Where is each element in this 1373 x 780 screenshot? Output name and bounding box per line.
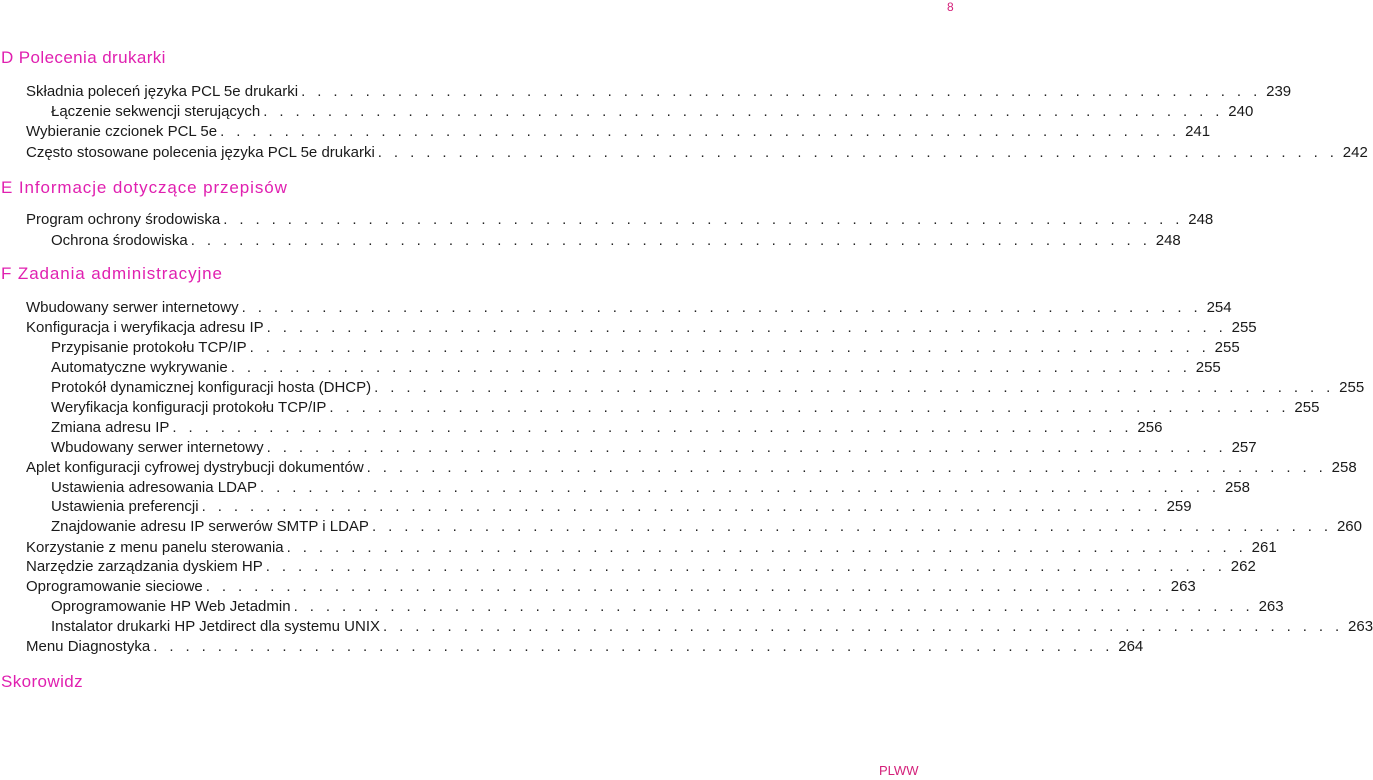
toc-dot-leader: . . . . . . . . . . . . . . . . . . . . . . . . . . . . . . . . . . . . . . . . . . . . . . . . . . . . . . . . . . . . (241, 299, 1202, 316)
toc-entry[interactable] (26, 210, 1214, 230)
toc-page-number: 240 (1228, 103, 1254, 120)
toc-dot-leader: . . . . . . . . . . . . . . . . . . . . . . . . . . . . . . . . . . . . . . . . . . . . . . . . . . . . . . . . . . . . (263, 103, 1224, 120)
page-number: 8 (947, 0, 954, 14)
toc-entry[interactable] (26, 143, 1368, 163)
toc-entry[interactable] (51, 478, 1250, 498)
toc-page-number: 260 (1336, 518, 1362, 535)
toc-entry-title: Narzędzie zarządzania dyskiem HP (26, 558, 263, 575)
toc-entry[interactable] (51, 398, 1320, 418)
toc-dot-leader: . . . . . . . . . . . . . . . . . . . . . . . . . . . . . . . . . . . . . . . . . . . . . . . . . . . . . . . . . . . . (366, 459, 1327, 476)
toc-entry-title: Ustawienia adresowania LDAP (51, 479, 257, 496)
toc-page-number: 254 (1206, 299, 1232, 316)
toc-entry-title: Oprogramowanie HP Web Jetadmin (51, 598, 291, 615)
toc-page-number: 242 (1342, 144, 1368, 161)
toc-dot-leader: . . . . . . . . . . . . . . . . . . . . . . . . . . . . . . . . . . . . . . . . . . . . . . . . . . . . . . . . . . . . (205, 578, 1166, 595)
toc-page-number: 258 (1224, 479, 1250, 496)
toc-page-number: 255 (1195, 359, 1221, 376)
toc-entry-title: Wbudowany serwer internetowy (26, 299, 239, 316)
toc-entry[interactable] (26, 538, 1277, 558)
toc-entry[interactable] (51, 358, 1221, 378)
toc-entry[interactable] (26, 318, 1257, 338)
toc-dot-leader: . . . . . . . . . . . . . . . . . . . . . . . . . . . . . . . . . . . . . . . . . . . . . . . . . . . . . . . . . . . . (383, 618, 1344, 635)
toc-entry-title: Instalator drukarki HP Jetdirect dla systemu UNIX (51, 618, 381, 635)
toc-dot-leader: . . . . . . . . . . . . . . . . . . . . . . . . . . . . . . . . . . . . . . . . . . . . . . . . . . . . . . . . . . . . (265, 558, 1226, 575)
toc-entry-title: Oprogramowanie sieciowe (26, 578, 203, 595)
toc-page-number: 259 (1166, 498, 1192, 515)
footer-label: PLWW (879, 763, 919, 778)
toc-entry-title: Często stosowane polecenia języka PCL 5e drukarki (26, 144, 375, 161)
toc-dot-leader: . . . . . . . . . . . . . . . . . . . . . . . . . . . . . . . . . . . . . . . . . . . . . . . . . . . . . . . . . . . . (153, 638, 1114, 655)
toc-dot-leader: . . . . . . . . . . . . . . . . . . . . . . . . . . . . . . . . . . . . . . . . . . . . . . . . . . . . . . . . . . . . (266, 319, 1227, 336)
toc-dot-leader: . . . . . . . . . . . . . . . . . . . . . . . . . . . . . . . . . . . . . . . . . . . . . . . . . . . . . . . . . . . . (374, 379, 1335, 396)
toc-entry[interactable] (26, 577, 1196, 597)
toc-page-number: 263 (1348, 618, 1373, 635)
toc-page-number: 248 (1155, 232, 1181, 249)
toc-entry-title: Program ochrony środowiska (26, 211, 221, 228)
toc-entry[interactable] (26, 298, 1232, 318)
toc-page-number: 255 (1339, 379, 1365, 396)
toc-page-number: 248 (1188, 211, 1214, 228)
toc-page-number: 239 (1266, 83, 1292, 100)
toc-entry-title: Weryfikacja konfiguracji protokołu TCP/IP (51, 399, 327, 416)
toc-entry-title: Znajdowanie adresu IP serwerów SMTP i LDAP (51, 518, 369, 535)
toc-entry[interactable] (26, 122, 1211, 142)
toc-dot-leader: . . . . . . . . . . . . . . . . . . . . . . . . . . . . . . . . . . . . . . . . . . . . . . . . . . . . . . . . . . . . (190, 232, 1151, 249)
toc-entry[interactable] (51, 517, 1362, 537)
toc-entry-title: Protokół dynamicznej konfiguracji hosta (DHCP) (51, 379, 372, 396)
toc-entry[interactable] (26, 82, 1292, 102)
toc-page-number: 264 (1118, 638, 1144, 655)
toc-entry-title: Menu Diagnostyka (26, 638, 151, 655)
toc-entry-title: Wybieranie czcionek PCL 5e (26, 123, 218, 140)
toc-page-number: 261 (1251, 539, 1277, 556)
toc-dot-leader: . . . . . . . . . . . . . . . . . . . . . . . . . . . . . . . . . . . . . . . . . . . . . . . . . . . . . . . . . . . . (230, 359, 1191, 376)
toc-entry[interactable] (51, 102, 1254, 122)
toc-entry[interactable] (51, 378, 1365, 398)
toc-dot-leader: . . . . . . . . . . . . . . . . . . . . . . . . . . . . . . . . . . . . . . . . . . . . . . . . . . . . . . . . . . . . (201, 498, 1162, 515)
toc-entry-title: Zmiana adresu IP (51, 419, 170, 436)
toc-entry-title: Ochrona środowiska (51, 232, 188, 249)
toc-dot-leader: . . . . . . . . . . . . . . . . . . . . . . . . . . . . . . . . . . . . . . . . . . . . . . . . . . . . . . . . . . . . (377, 144, 1338, 161)
toc-page-number: 255 (1231, 319, 1257, 336)
toc-entry[interactable] (51, 338, 1240, 358)
toc-page-number: 263 (1170, 578, 1196, 595)
toc-entry[interactable] (26, 557, 1256, 577)
chapter-heading-f[interactable]: F Zadania administracyjne (1, 264, 223, 283)
toc-dot-leader: . . . . . . . . . . . . . . . . . . . . . . . . . . . . . . . . . . . . . . . . . . . . . . . . . . . . . . . . . . . . (293, 598, 1254, 615)
toc-page-number: 257 (1231, 439, 1257, 456)
toc-dot-leader: . . . . . . . . . . . . . . . . . . . . . . . . . . . . . . . . . . . . . . . . . . . . . . . . . . . . . . . . . . . . (329, 399, 1290, 416)
toc-entry[interactable] (26, 637, 1144, 657)
toc-page-number: 256 (1137, 419, 1163, 436)
toc-entry[interactable] (51, 617, 1373, 637)
toc-entry-title: Łączenie sekwencji sterujących (51, 103, 261, 120)
toc-entry[interactable] (51, 231, 1181, 251)
toc-dot-leader: . . . . . . . . . . . . . . . . . . . . . . . . . . . . . . . . . . . . . . . . . . . . . . . . . . . . . . . . . . . . (223, 211, 1184, 228)
chapter-heading-e[interactable]: E Informacje dotyczące przepisów (1, 178, 288, 197)
toc-entry[interactable] (51, 438, 1257, 458)
toc-page-number: 262 (1230, 558, 1256, 575)
chapter-heading-d[interactable]: D Polecenia drukarki (1, 48, 166, 67)
toc-entry-title: Korzystanie z menu panelu sterowania (26, 539, 284, 556)
toc-page-number: 255 (1294, 399, 1320, 416)
index-heading[interactable]: Skorowidz (1, 672, 84, 691)
toc-dot-leader: . . . . . . . . . . . . . . . . . . . . . . . . . . . . . . . . . . . . . . . . . . . . . . . . . . . . . . . . . . . . (220, 123, 1181, 140)
toc-entry-title: Przypisanie protokołu TCP/IP (51, 339, 247, 356)
toc-entry[interactable] (26, 458, 1357, 478)
toc-page-number: 255 (1214, 339, 1240, 356)
toc-entry-title: Automatyczne wykrywanie (51, 359, 228, 376)
toc-dot-leader: . . . . . . . . . . . . . . . . . . . . . . . . . . . . . . . . . . . . . . . . . . . . . . . . . . . . . . . . . . . . (259, 479, 1220, 496)
toc-entry[interactable] (51, 418, 1163, 438)
toc-entry-title: Ustawienia preferencji (51, 498, 199, 515)
toc-entry-title: Aplet konfiguracji cyfrowej dystrybucji dokumentów (26, 459, 364, 476)
toc-dot-leader: . . . . . . . . . . . . . . . . . . . . . . . . . . . . . . . . . . . . . . . . . . . . . . . . . . . . . . . . . . . . (249, 339, 1210, 356)
toc-entry[interactable] (51, 497, 1192, 517)
toc-page-number: 241 (1185, 123, 1211, 140)
toc-dot-leader: . . . . . . . . . . . . . . . . . . . . . . . . . . . . . . . . . . . . . . . . . . . . . . . . . . . . . . . . . . . . (266, 439, 1227, 456)
toc-page-number: 258 (1331, 459, 1357, 476)
toc-entry[interactable] (51, 597, 1284, 617)
toc-page-number: 263 (1258, 598, 1284, 615)
toc-dot-leader: . . . . . . . . . . . . . . . . . . . . . . . . . . . . . . . . . . . . . . . . . . . . . . . . . . . . . . . . . . . . (301, 83, 1262, 100)
toc-entry-title: Konfiguracja i weryfikacja adresu IP (26, 319, 264, 336)
toc-entry-title: Wbudowany serwer internetowy (51, 439, 264, 456)
toc-dot-leader: . . . . . . . . . . . . . . . . . . . . . . . . . . . . . . . . . . . . . . . . . . . . . . . . . . . . . . . . . . . . (172, 419, 1133, 436)
toc-dot-leader: . . . . . . . . . . . . . . . . . . . . . . . . . . . . . . . . . . . . . . . . . . . . . . . . . . . . . . . . . . . . (371, 518, 1332, 535)
toc-dot-leader: . . . . . . . . . . . . . . . . . . . . . . . . . . . . . . . . . . . . . . . . . . . . . . . . . . . . . . . . . . . . (286, 539, 1247, 556)
toc-entry-title: Składnia poleceń języka PCL 5e drukarki (26, 83, 299, 100)
